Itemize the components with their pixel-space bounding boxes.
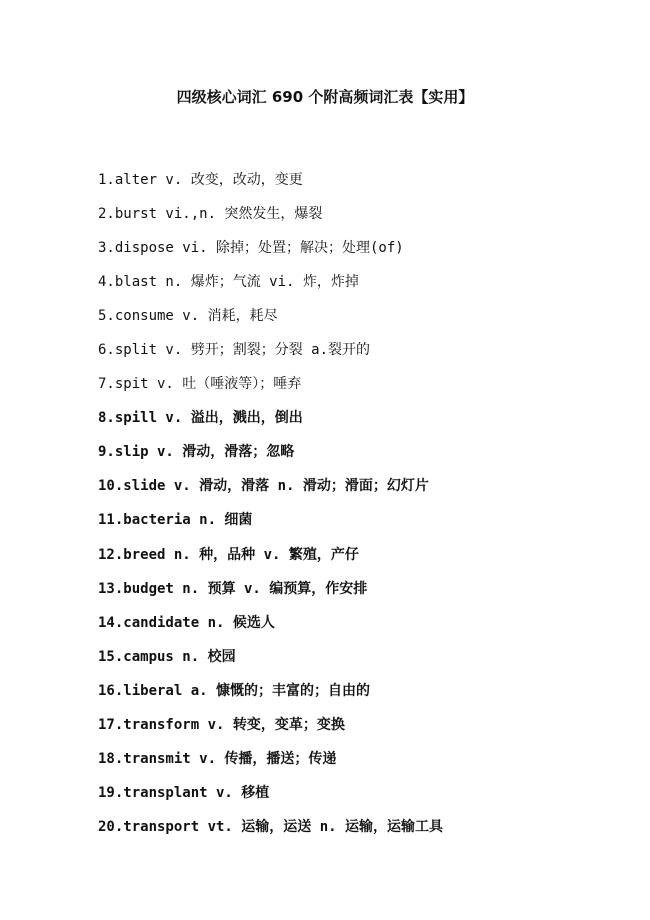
vocabulary-entry: 14.candidate n. 候选人 (98, 614, 275, 631)
vocabulary-entry: 2.burst vi.,n. 突然发生，爆裂 (98, 206, 323, 223)
vocabulary-entry: 15.campus n. 校园 (98, 648, 236, 665)
vocabulary-entry: 1.alter v. 改变，改动，变更 (98, 172, 303, 188)
vocabulary-entry: 3.dispose vi. 除掉；处置；解决；处理(of) (98, 240, 404, 257)
vocabulary-entry: 9.slip v. 滑动，滑落；忽略 (98, 444, 295, 461)
vocabulary-entry: 10.slide v. 滑动，滑落 n. 滑动；滑面；幻灯片 (98, 478, 429, 495)
vocabulary-entry: 17.transform v. 转变，变革；变换 (98, 716, 345, 733)
vocabulary-entry: 18.transmit v. 传播，播送；传递 (98, 750, 337, 767)
vocabulary-entry: 19.transplant v. 移植 (98, 784, 270, 801)
vocabulary-entry: 16.liberal a. 慷慨的；丰富的；自由的 (98, 682, 371, 699)
vocabulary-entry: 6.split v. 劈开；割裂；分裂 a.裂开的 (98, 342, 371, 359)
vocabulary-entry: 5.consume v. 消耗，耗尽 (98, 308, 278, 325)
vocabulary-list (98, 170, 618, 851)
vocabulary-entry: 11.bacteria n. 细菌 (98, 512, 253, 529)
vocabulary-entry: 12.breed n. 种，品种 v. 繁殖，产仔 (98, 546, 359, 563)
vocabulary-entry: 13.budget n. 预算 v. 编预算，作安排 (98, 580, 368, 597)
document-title: 四级核心词汇 690 个附高频词汇表【实用】 (176, 88, 474, 106)
vocabulary-entry: 7.spit v. 吐（唾液等）；唾弃 (98, 376, 302, 393)
vocabulary-entry: 4.blast n. 爆炸；气流 vi. 炸，炸掉 (98, 274, 359, 291)
vocabulary-entry: 20.transport vt. 运输，运送 n. 运输，运输工具 (98, 818, 444, 835)
vocabulary-entry: 8.spill v. 溢出，溅出，倒出 (98, 410, 303, 427)
